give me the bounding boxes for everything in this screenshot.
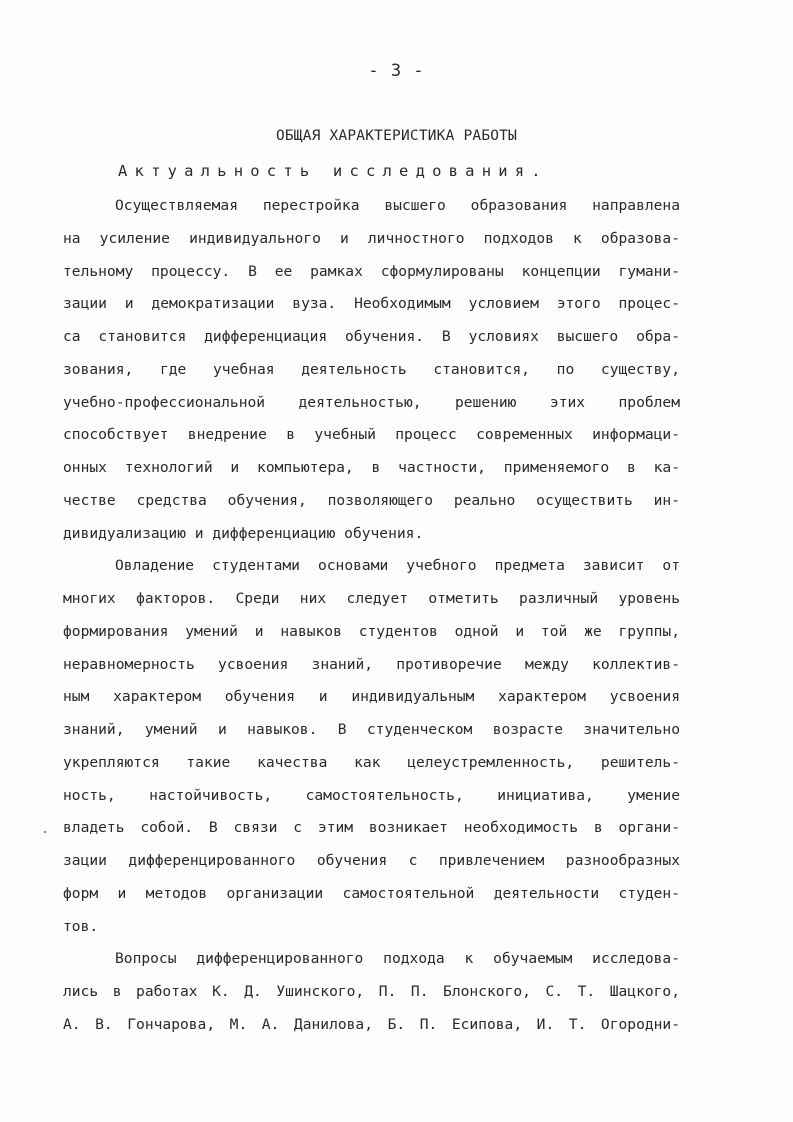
text-line: Овладение студентами основами учебного предмета зависит от	[115, 557, 680, 575]
text-line: дивидуализацию и дифференциацию обучения.	[63, 524, 424, 542]
text-line: неравномерность усвоения знаний, противоречие между коллектив-	[63, 655, 680, 673]
text-line: лись в работах К. Д. Ушинского, П. П. Блонского, С. Т. Шацкого,	[63, 983, 680, 1000]
text-line: тельному процессу. В ее рамках сформулированы концепции гумани-	[63, 262, 680, 280]
text-line: многих факторов. Среди них следует отметить различный уровень	[63, 590, 680, 607]
text-line: на усиление индивидуального и личностного подходов к образова-	[63, 229, 680, 247]
text-line: онных технологий и компьютера, в частности, применяемого в ка-	[63, 459, 680, 476]
body-text	[63, 190, 680, 1042]
text-line: ным характером обучения и индивидуальным характером усвоения	[63, 688, 680, 706]
scan-speck	[44, 831, 46, 833]
text-line: владеть собой. В связи с этим возникает необходимость в органи-	[63, 819, 680, 837]
text-line: способствует внедрение в учебный процесс современных информаци-	[63, 426, 680, 444]
text-line: зации дифференцированного обучения с привлечением разнообразных	[63, 852, 680, 869]
text-line: тов.	[63, 917, 99, 935]
paragraph	[63, 550, 680, 943]
text-line: знаний, умений и навыков. В студенческом возрасте значительно	[63, 721, 680, 738]
text-line: Вопросы дифференцированного подхода к обучаемым исследова-	[115, 950, 680, 968]
text-line: Осуществляемая перестройка высшего образования направлена	[115, 197, 680, 214]
paragraph	[63, 190, 680, 550]
paragraph	[63, 943, 680, 1041]
text-line: зования, где учебная деятельность становится, по существу,	[63, 360, 680, 378]
section-title: ОБЩАЯ ХАРАКТЕРИСТИКА РАБОТЫ	[275, 128, 518, 144]
text-line: зации и демократизации вуза. Необходимым условием этого процес-	[63, 295, 680, 313]
text-line: учебно-профессиональной деятельностью, решению этих проблем	[63, 393, 680, 411]
text-line: са становится дифференциация обучения. В условиях высшего обра-	[63, 328, 680, 345]
subsection-title: Актуальность исследования.	[118, 162, 548, 180]
text-line: А. В. Гончарова, М. А. Данилова, Б. П. Есипова, И. Т. Огородни-	[63, 1015, 680, 1033]
text-line: формирования умений и навыков студентов одной и той же группы,	[63, 622, 680, 640]
text-line: честве средства обучения, позволяющего реально осуществить ин-	[63, 491, 680, 509]
page-number: - 3 -	[368, 61, 425, 81]
text-line: ность, настойчивость, самостоятельность, инициатива, умение	[63, 786, 680, 804]
text-line: форм и методов организации самостоятельной деятельности студен-	[63, 884, 680, 902]
text-line: укрепляются такие качества как целеустремленность, решитель-	[63, 753, 680, 771]
